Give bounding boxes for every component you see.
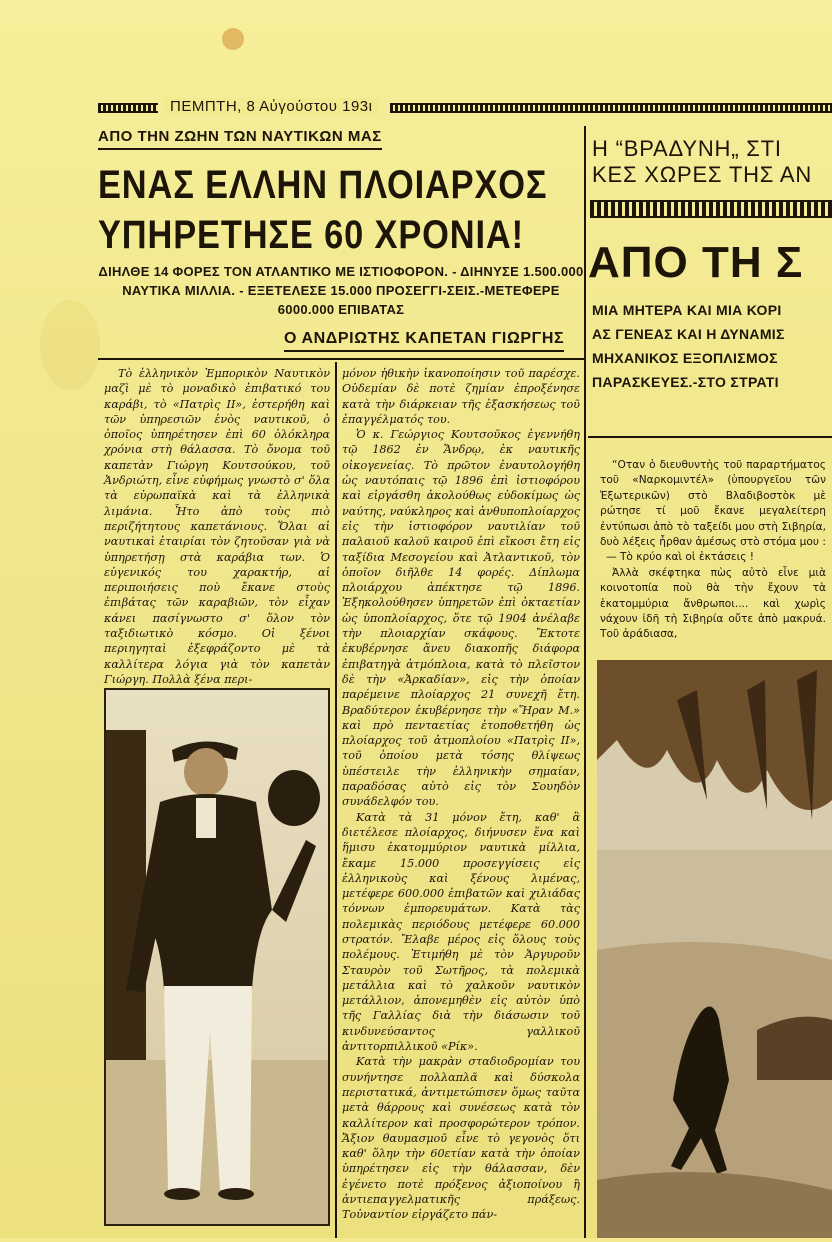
right-divider <box>588 436 832 438</box>
right-headline-line-1: Η “ΒΡΑΔΥΝΗ„ ΣΤΙ <box>592 136 782 161</box>
right-headline-line-2: ΚΕΣ ΧΩΡΕΣ ΤΗΣ ΑΝ <box>592 162 813 187</box>
column-2-para-4: Κατὰ τὴν μακρὰν σταδιοδρομίαν του συνήντησε πολλαπλᾶ καὶ δύσκολα περιστατικά, ἀντιμετώπισεν ὅμως ταῦτα μετὰ θάρρους καὶ συνέσεως κατὰ τὸν καλλίτερον καὶ προσφορώτερον τρόπον. Ἄξιον θαυμασμοῦ εἶνε τὸ γεγονὸς ὅτι καθ' ὅλην τὴν 60ετίαν κατὰ τὴν ὁποίαν ὑπηρέτησεν εἰς τὴν θάλασσαν, δὲν ἐγένετο ποτὲ πρόξενος ἀξιοποίνου ἢ ἀντιεπαγγελματικῆς πράξεως. Τοὐναντίον εἰργάζετο πάν- <box>342 1055 580 1222</box>
article-headline <box>98 160 548 260</box>
column-2-para-2: Ὁ κ. Γεώργιος Κουτσοῦκος ἐγεννήθη τῷ 1862 ἐν Ἄνδρῳ, ἐκ ναυτικῆς οἰκογενείας. Τὸ πρῶτον ἐναυτολογήθη ὡς ναυτόπαις τῷ 1896 ἐπὶ ἱστιοφόρου καὶ εἰργάσθη ἀκολούθως εὐδοκίμως ὡς ναύτης, ναύκληρος καὶ ἀνθυποπλοίαρχος εἰς τὴν ἱστιοφόρον ναυτιλίαν τοῦ παλαιοῦ καλοῦ καιροῦ ἐπὶ εἴκοσι ἔτη εἰς ταξίδια Μεσογείου καὶ Ἀτλαντικοῦ, τὸν ὁποῖον διῆλθε 14 φορές. Δίπλωμα πλοιάρχου ἀπέκτησε τῷ 1896. Ἐξηκολούθησεν ὑπηρετῶν ἐπὶ ὀκταετίαν ὡς ὑποπλοίαρχος, ὅτε τῷ 1904 ἀνέλαβε τὴν πλοιαρχίαν σκάφους. Ἔκτοτε ἐκυβέρνησε ἄνευ διακοπῆς διάφορα ἐπιβατηγὰ ἀτμόπλοια, κατὰ τὸ πλεῖστον δὲ τὴν «Ἀρκαδίαν», εἰς τὴν ὁποίαν παρέμεινε πλοίαρχος 21 συνεχῆ ἔτη. Βραδύτερον ἐκυβέρνησε τὴν «Ἥραν Μ.» καὶ πρὸ πενταετίας ἐτοποθετήθη ὡς πλοίαρχος τοῦ ἀτμοπλοίου «Πατρὶς ΙΙ», τοῦ ὁποίου μετὰ τόσης θλίψεως ὑπέστειλε τὴν ἑλληνικὴν σημαίαν, παραδόσας αὐτὸ εἰς τὸν Σουηδὸν συνάδελφόν του. <box>342 428 580 809</box>
right-deck <box>592 298 785 394</box>
column-divider <box>335 362 337 1238</box>
article-column-1 <box>104 366 330 686</box>
right-deck-line-2: ΑΣ ΓΕΝΕΑΣ ΚΑΙ Η ΔΥΝΑΜΙΣ <box>592 326 785 342</box>
captain-photo <box>104 688 330 1226</box>
headline-line-2: ΥΠΗΡΕΤΗΣΕ 60 ΧΡΟΝΙΑ! <box>98 213 524 257</box>
siberia-photo <box>597 660 832 1238</box>
paper-stain <box>40 300 100 390</box>
right-deck-line-3: ΜΗΧΑΝΙΚΟΣ ΕΞΟΠΛΙΣΜΟΣ <box>592 350 778 366</box>
right-big-headline: ΑΠΟ ΤΗ Σ <box>588 238 804 287</box>
column-2-para-1: μόνον ἠθικὴν ἱκανοποίησιν τοῦ παρέσχε. Οὐδεμίαν δὲ ποτὲ ζημίαν ἐπροξένησε κατὰ τὴν διάρκειαν τῆς ἐξασκήσεως τοῦ ἐπαγγέλματός του. <box>342 367 580 426</box>
page-column-divider <box>584 126 586 1238</box>
column-1-text: Τὸ ἑλληνικὸν Ἐμπορικὸν Ναυτικὸν μαζὶ μὲ τὸ μοναδικὸ ἐπιβατικό του καράβι, τὸ «Πατρὶς ΙΙ», ἑστερήθη καὶ τῶν ὑπηρεσιῶν ἑνὸς ναυτικοῦ, ὁ ὁποῖος ὑπηρέτησεν ἐπὶ 60 ὁλόκληρα χρόνια στὴ θάλασσα. Τὸ ὄνομα τοῦ καπετὰν Γιώργη Κουτσούκου, τοῦ Ἀνδριώτη, εἶνε εὐφήμως γνωστὸ σ' ὅλα τὰ εὐρωπαϊκὰ καὶ τὰ ἑλληνικὰ λιμάνια. Ἦτο ἀπὸ τοὺς πιὸ περιζήτητους καπετάνιους. Ὅλαι αἱ ναυτικαὶ ἑταιρίαι τὸν ζητοῦσαν γιὰ νὰ ὑπηρετήσῃ στὰ καράβια των. Ὁ εὐγενικός του χαρακτήρ, αἱ περιποιήσεις ποὺ ἔκανε στοὺς ἐπιβάτας τῶν καραβιῶν, τὸν εἶχαν κάνει πασίγνωστο σ' ὅλον τὸν ταξιδιωτικὸ κόσμο. Οἱ ξένοι περιηγηταὶ ἐξεφράζοντο μὲ τὰ καλλίτερα λόγια γιὰ τὸν καπετὰν Γιώργη. Πολλὰ ξένα περι- <box>104 367 330 686</box>
right-para-1: “Οταν ὁ διευθυντὴς τοῦ παραρτήματος τοῦ «Ναρκομιντέλ» (ὑπουργεῖου τῶν Ἐξωτερικῶν) στὸ Βλαδιβοστὸκ μὲ ρώτησε τί μοῦ ἔκανε μεγαλείτερη ἐντύπωσι ἀπὸ τὸ ταξείδι μου στὴ Σιβηρία, δυὸ λέξεις ἦρθαν ἀμέσως στὸ στόμα μου : <box>600 459 826 549</box>
dateline-text: ΠΕΜΠΤΗ, 8 Αὐγούστου 193ι <box>164 98 378 115</box>
dateline-bar <box>98 98 832 120</box>
column-2-para-3: Κατὰ τὰ 31 μόνον ἔτη, καθ' ἃ διετέλεσε πλοίαρχος, διήνυσεν ἕνα καὶ ἥμισυ ἑκατομμύριον ναυτικὰ μίλλια, ἔκαμε 15.000 προσεγγίσεις εἰς ἑλληνικοὺς καὶ ξένους λιμένας, μετέφερε 600.000 ἐπιβατῶν καὶ χιλιάδας τόννων ἐμπορευμάτων. Κατὰ τὰς πολεμικὰς περιόδους μετέφερε 60.000 στρατόν. Ἔλαβε μέρος εἰς ὅλους τοὺς πολέμους. Ἐτιμήθη μὲ τὸν Ἀργυροῦν Σταυρὸν τοῦ Σωτῆρος, τὰ πολεμικὰ μετάλλια καὶ τὸ χαλκοῦν ναυτικὸν μετάλλιον, ἀπονεμηθὲν εἰς αὐτὸν ὑπὸ τῆς Γαλλίας διὰ τὴν διάσωσιν τοῦ κινδυνεύσαντος γαλλικοῦ ἀντιτορπιλλικοῦ «Ρίκ». <box>342 810 580 1054</box>
right-para-3: Ἀλλὰ σκέφτηκα πὼς αὐτὸ εἶνε μιὰ κοινοτοπία ποὺ θὰ τὴν ἔχουν τὰ ἑκατομμύρια ἄνθρωποι.... καὶ χωρὶς νάχουν ἰδῆ τὴ Σιβηρία οὔτε ἀπὸ μακρυά. Τοῦ ἀράδιασα, <box>600 566 826 641</box>
right-article-text <box>600 458 826 643</box>
headline-line-1: ΕΝΑΣ ΕΛΛΗΝ ΠΛΟΙΑΡΧΟΣ <box>98 163 548 207</box>
article-byline: Ο ΑΝΔΡΙΩΤΗΣ ΚΑΠΕΤΑΝ ΓΙΩΡΓΗΣ <box>284 330 564 352</box>
ornamental-rule <box>590 200 832 218</box>
right-headline <box>592 136 812 188</box>
article-column-2 <box>342 366 580 1238</box>
right-deck-line-1: ΜΙΑ ΜΗΤΕΡΑ ΚΑΙ ΜΙΑ ΚΟΡΙ <box>592 302 782 318</box>
right-deck-line-4: ΠΑΡΑΣΚΕΥΕΣ.-ΣΤΟ ΣΤΡΑΤΙ <box>592 374 779 390</box>
right-para-2: — Τὸ κρύο καὶ οἱ ἐκτάσεις ! <box>606 551 755 564</box>
paper-stain <box>222 28 244 50</box>
article-deck: ΔΙΗΛΘΕ 14 ΦΟΡΕΣ ΤΟΝ ΑΤΛΑΝΤΙΚΟ ΜΕ ΙΣΤΙΟΦΟΡΟΝ. - ΔΙΗΝΥΣΕ 1.500.000 ΝΑΥΤΙΚΑ ΜΙΛΛΙΑ. - ΕΞΕΤΕΛΕΣΕ 15.000 ΠΡΟΣΕΓΓΙ-ΣΕΙΣ.-ΜΕΤΕΦΕΡΕ 6000.000 ΕΠΙΒΑΤΑΣ <box>98 264 584 317</box>
article-kicker: ΑΠΟ ΤΗΝ ΖΩΗΝ ΤΩΝ ΝΑΥΤΙΚΩΝ ΜΑΣ <box>98 128 382 150</box>
divider <box>98 358 584 360</box>
